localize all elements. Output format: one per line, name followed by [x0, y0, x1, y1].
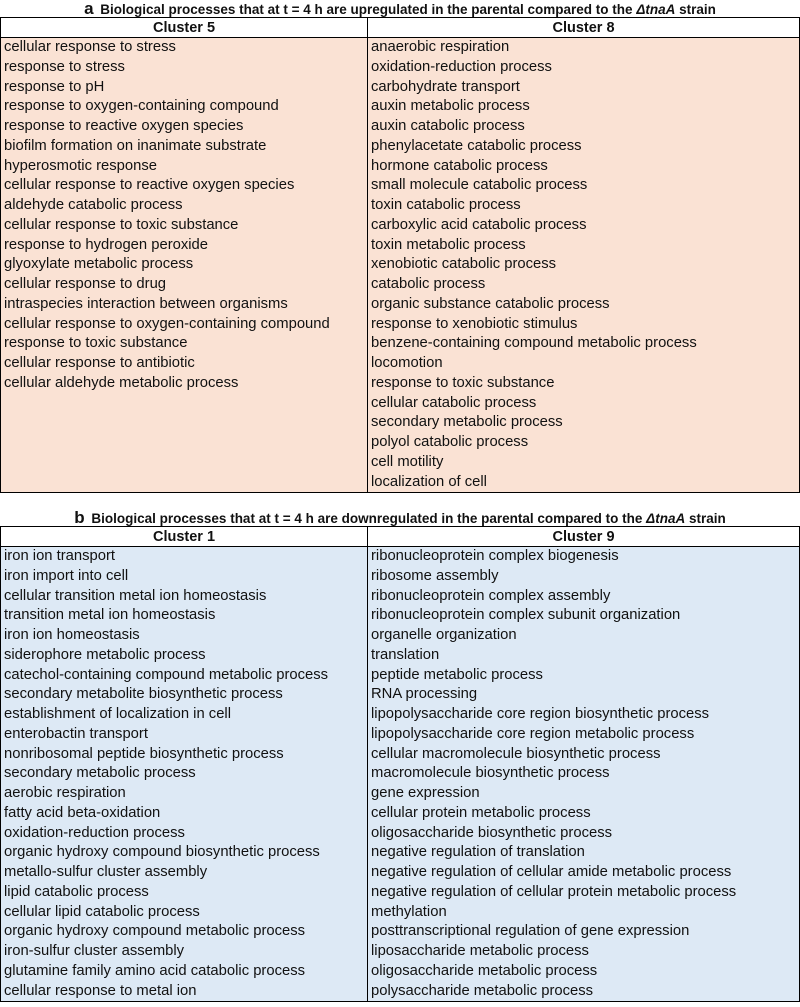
cluster-1-process: fatty acid beta-oxidation — [4, 804, 161, 821]
panel-b-letter: b — [74, 508, 85, 527]
cluster-1-process: establishment of localization in cell — [4, 706, 232, 722]
cluster-8-process: response to xenobiotic stimulus — [371, 315, 578, 332]
cluster-8-process: cellular catabolic process — [371, 394, 537, 411]
cluster-1-process: aerobic respiration — [4, 785, 126, 801]
cluster-9-process: organelle organization — [371, 627, 517, 643]
cluster-9-process: gene expression — [371, 785, 480, 801]
cluster-1-column — [1, 547, 368, 1002]
panel-b-strain: ΔtnaA — [646, 511, 686, 526]
cluster-1-process: iron ion homeostasis — [4, 627, 140, 643]
cluster-5-list — [4, 38, 367, 394]
cluster-8-process: small molecule catabolic process — [371, 177, 588, 194]
cluster-9-process: negative regulation of cellular amide metabolic process — [371, 864, 732, 880]
cluster-9-process: peptide metabolic process — [371, 666, 543, 683]
cluster-8-process: xenobiotic catabolic process — [371, 256, 557, 273]
cluster-9-process: liposaccharide metabolic process — [371, 943, 589, 959]
panel-a — [0, 0, 800, 493]
cluster-1-list — [4, 547, 367, 1001]
cluster-5-process: response to reactive oxygen species — [4, 118, 244, 134]
cluster-1-process: enterobactin transport — [4, 725, 148, 742]
panel-a-table — [0, 17, 800, 493]
cluster-5-process: cellular response to drug — [4, 276, 167, 292]
cluster-8-process: auxin metabolic process — [371, 98, 530, 115]
cluster-8-list — [371, 38, 799, 492]
cluster-9-process: ribonucleoprotein complex subunit organization — [371, 607, 681, 624]
cluster-1-process: nonribosomal peptide biosynthetic process — [4, 745, 284, 762]
cluster-1-process: iron import into cell — [4, 567, 129, 584]
cluster-8-process: hormone catabolic process — [371, 157, 548, 174]
cluster-9-list — [371, 547, 799, 1001]
cluster-8-process: polyol catabolic process — [371, 434, 529, 450]
cluster-8-process: anaerobic respiration — [371, 39, 510, 55]
panel-a-letter: a — [84, 0, 94, 18]
cluster-5-process: glyoxylate metabolic process — [4, 256, 194, 273]
cluster-9-process: ribosome assembly — [371, 567, 499, 584]
cluster-5-process: response to toxic substance — [4, 335, 188, 352]
panel-a-title-text: Biological processes that at t = 4 h are upregulated in the parental compared to the — [100, 2, 633, 17]
cluster-8-process: response to toxic substance — [371, 374, 555, 391]
panel-a-title — [0, 0, 800, 17]
cluster-1-process: oxidation-reduction process — [4, 824, 185, 841]
cluster-9-process: negative regulation of cellular protein metabolic process — [371, 883, 737, 900]
cluster-5-process: cellular response to antibiotic — [4, 355, 195, 371]
cluster-8-process: carboxylic acid catabolic process — [371, 216, 587, 233]
cluster-1-process: catechol-containing compound metabolic process — [4, 666, 329, 683]
cluster-9-process: macromolecule biosynthetic process — [371, 765, 610, 782]
panel-a-title-suffix: strain — [679, 2, 716, 17]
cluster-1-process: transition metal ion homeostasis — [4, 607, 216, 624]
cluster-5-process: cellular aldehyde metabolic process — [4, 374, 239, 391]
cluster-9-process: ribonucleoprotein complex biogenesis — [371, 548, 619, 564]
cluster-9-process: lipopolysaccharide core region biosynthetic process — [371, 706, 710, 722]
cluster-8-process: organic substance catabolic process — [371, 295, 610, 312]
cluster-9-process: posttranscriptional regulation of gene expression — [371, 923, 690, 940]
cluster-5-process: cellular response to reactive oxygen species — [4, 177, 295, 194]
cluster-5-process: cellular response to toxic substance — [4, 216, 239, 233]
cluster-5-process: cellular response to oxygen-containing compound — [4, 315, 330, 332]
cluster-9-process: polysaccharide metabolic process — [371, 982, 594, 999]
cluster-5-process: response to hydrogen peroxide — [4, 236, 209, 253]
cluster-9-process: oligosaccharide metabolic process — [371, 962, 598, 979]
cluster-1-process: siderophore metabolic process — [4, 646, 206, 663]
cluster-8-process: toxin metabolic process — [371, 236, 526, 253]
cluster-8-process: toxin catabolic process — [371, 197, 521, 213]
cluster-5-process: response to pH — [4, 78, 105, 95]
panel-b-table — [0, 526, 800, 1002]
cluster-8-process: locomotion — [371, 355, 443, 371]
cluster-1-header: Cluster 1 — [1, 527, 368, 547]
cluster-1-process: iron-sulfur cluster assembly — [4, 943, 185, 959]
cluster-5-process: response to stress — [4, 58, 125, 75]
cluster-9-process: translation — [371, 646, 440, 663]
cluster-8-column — [368, 38, 800, 493]
cluster-1-process: iron ion transport — [4, 548, 116, 564]
cluster-1-process: glutamine family amino acid catabolic process — [4, 962, 306, 979]
cluster-1-process: metallo-sulfur cluster assembly — [4, 864, 208, 880]
cluster-1-process: organic hydroxy compound metabolic process — [4, 923, 306, 940]
cluster-8-header: Cluster 8 — [368, 18, 800, 38]
cluster-9-process: lipopolysaccharide core region metabolic process — [371, 725, 695, 742]
cluster-9-process: cellular macromolecule biosynthetic process — [371, 745, 661, 762]
panel-b-title-text: Biological processes that at t = 4 h are downregulated in the parental compared to the — [91, 511, 643, 526]
panel-b-title-suffix: strain — [689, 511, 726, 526]
cluster-9-process: negative regulation of translation — [371, 844, 585, 861]
cluster-5-process: aldehyde catabolic process — [4, 197, 183, 213]
cluster-9-process: RNA processing — [371, 686, 478, 703]
cluster-1-process: cellular response to metal ion — [4, 982, 197, 999]
panel-a-strain: ΔtnaA — [636, 2, 676, 17]
cluster-8-process: benzene-containing compound metabolic process — [371, 335, 697, 352]
cluster-5-process: hyperosmotic response — [4, 157, 157, 174]
cluster-9-process: cellular protein metabolic process — [371, 804, 591, 821]
panel-b-title — [0, 509, 800, 526]
cluster-8-process: oxidation-reduction process — [371, 58, 552, 75]
cluster-8-process: secondary metabolic process — [371, 414, 563, 431]
panel-b — [0, 509, 800, 1002]
cluster-5-column — [1, 38, 368, 493]
cluster-9-process: methylation — [371, 903, 447, 920]
cluster-5-process: response to oxygen-containing compound — [4, 98, 279, 115]
cluster-1-process: secondary metabolite biosynthetic process — [4, 686, 283, 703]
cluster-8-process: localization of cell — [371, 473, 487, 490]
cluster-1-process: cellular lipid catabolic process — [4, 903, 200, 920]
cluster-5-process: biofilm formation on inanimate substrate — [4, 137, 267, 154]
cluster-5-process: cellular response to stress — [4, 39, 176, 55]
cluster-1-process: cellular transition metal ion homeostasis — [4, 587, 267, 604]
cluster-8-process: auxin catabolic process — [371, 118, 525, 134]
cluster-8-process: cell motility — [371, 453, 444, 470]
cluster-8-process: catabolic process — [371, 276, 486, 292]
cluster-9-process: ribonucleoprotein complex assembly — [371, 587, 611, 604]
cluster-1-process: secondary metabolic process — [4, 765, 196, 782]
cluster-8-process: phenylacetate catabolic process — [371, 137, 582, 154]
cluster-8-process: carbohydrate transport — [371, 78, 520, 95]
cluster-5-header: Cluster 5 — [1, 18, 368, 38]
cluster-1-process: organic hydroxy compound biosynthetic process — [4, 844, 320, 861]
cluster-9-header: Cluster 9 — [368, 527, 800, 547]
cluster-9-process: oligosaccharide biosynthetic process — [371, 824, 612, 841]
cluster-1-process: lipid catabolic process — [4, 883, 149, 900]
cluster-9-column — [368, 547, 800, 1002]
cluster-5-process: intraspecies interaction between organisms — [4, 295, 288, 312]
